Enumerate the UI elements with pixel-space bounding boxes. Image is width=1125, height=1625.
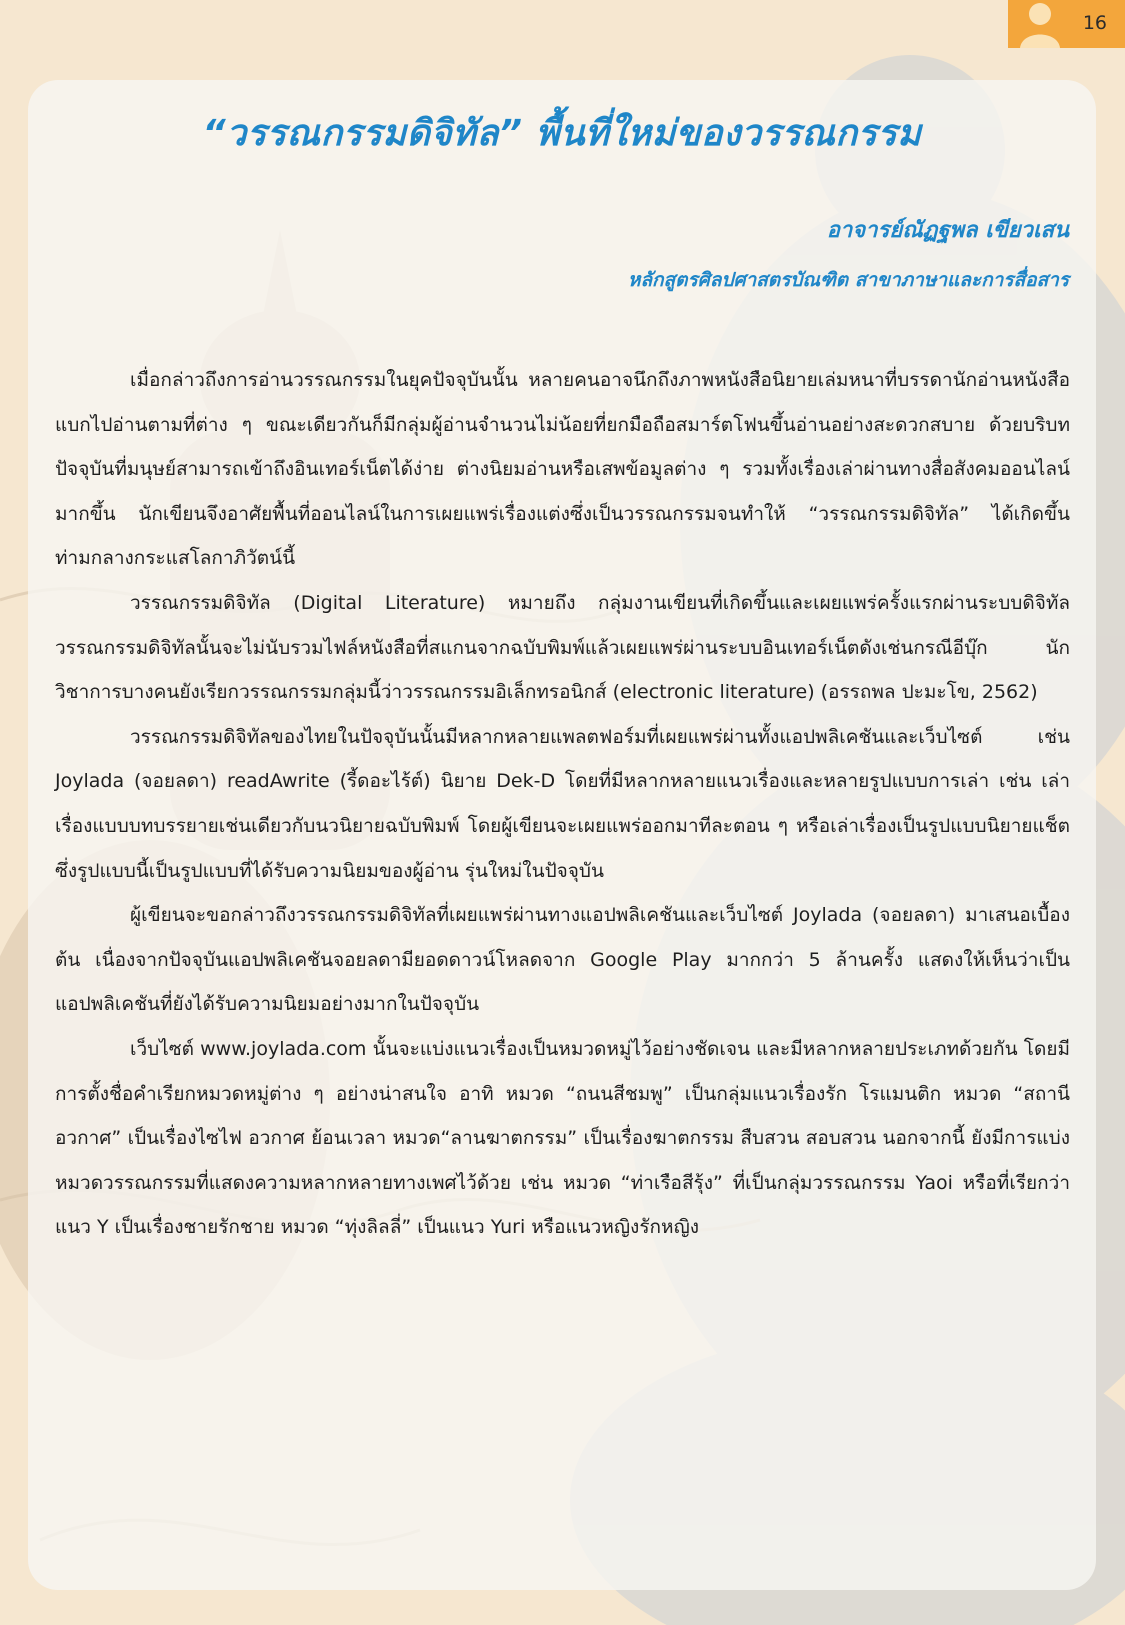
page-number-tab: [1008, 0, 1125, 48]
article-title: “วรรณกรรมดิจิทัล” พื้นที่ใหม่ของวรรณกรรม: [202, 113, 922, 154]
article-paragraph: เว็บไซต์ www.joylada.com นั้นจะแบ่งแนวเรื่องเป็นหมวดหมู่ไว้อย่างชัดเจน และมีหลากหลายประเภทด้วยกัน โดยมีการตั้งชื่อคำเรียกหมวดหมู่ต่าง ๆ อย่างน่าสนใจ อาทิ หมวด “ถนนสีชมพู” เป็นกลุ่มแนวเรื่องรัก โรแมนติก หมวด “สถานีอวกาศ” เป็นเรื่องไซไฟ อวกาศ ย้อนเวลา หมวด“ลานฆาตกรรม” เป็นเรื่องฆาตกรรม สืบสวน สอบสวน นอกจากนี้ ยังมีการแบ่งหมวดวรรณกรรมที่แสดงความหลากหลายทางเพศไว้ด้วย เช่น หมวด “ท่าเรือสีรุ้ง” ที่เป็นกลุ่มวรรณกรรม Yaoi หรือที่เรียกว่าแนว Y เป็นเรื่องชายรักชาย หมวด “ทุ่งลิลลี่” เป็นแนว Yuri หรือแนวหญิงรักหญิง: [55, 1037, 1070, 1239]
article-paragraph: เมื่อกล่าวถึงการอ่านวรรณกรรมในยุคปัจจุบันนั้น หลายคนอาจนึกถึงภาพหนังสือนิยายเล่มหนาที่บรรดานักอ่านหนังสือแบกไปอ่านตามที่ต่าง ๆ ขณะเดียวกันก็มีกลุ่มผู้อ่านจำนวนไม่น้อยที่ยกมือถือสมาร์ตโฟนขึ้นอ่านอย่างสะดวกสบาย ด้วยบริบทปัจจุบันที่มนุษย์สามารถเข้าถึงอินเทอร์เน็ตได้ง่าย ต่างนิยมอ่านหรือเสพข้อมูลต่าง ๆ รวมทั้งเรื่องเล่าผ่านทางสื่อสังคมออนไลน์มากขึ้น นักเขียนจึงอาศัยพื้นที่ออนไลน์ในการเผยแพร่เรื่องแต่งซึ่งเป็นวรรณกรรมจนทำให้ “วรรณกรรมดิจิทัล” ได้เกิดขึ้นท่ามกลางกระแสโลกาภิวัตน์นี้: [55, 369, 1070, 570]
article-author: อาจารย์ณัฏฐพล เขียวเสน: [826, 218, 1069, 243]
article-body: [55, 358, 1070, 1250]
article-paragraph: วรรณกรรมดิจิทัลของไทยในปัจจุบันนั้นมีหลากหลายแพลตฟอร์มที่เผยแพร่ผ่านทั้งแอปพลิเคชันและเว็บไซต์ เช่น Joylada (จอยลดา) readAwrite (รี้ดอะไร้ต์) นิยาย Dek-D โดยที่มีหลากหลายแนวเรื่องและหลายรูปแบบการเล่า เช่น เล่าเรื่องแบบบทบรรยายเช่นเดียวกับนวนิยายฉบับพิมพ์ โดยผู้เขียนจะเผยแพร่ออกมาทีละตอน ๆ หรือเล่าเรื่องเป็นรูปแบบนิยายแช็ตซึ่งรูปแบบนี้เป็นรูปแบบที่ได้รับความนิยมของผู้อ่าน รุ่นใหม่ในปัจจุบัน: [55, 725, 1070, 882]
article-paragraph: วรรณกรรมดิจิทัล (Digital Literature) หมายถึง กลุ่มงานเขียนที่เกิดขึ้นและเผยแพร่ครั้งแรกผ่านระบบดิจิทัล วรรณกรรมดิจิทัลนั้นจะไม่นับรวมไฟล์หนังสือที่สแกนจากฉบับพิมพ์แล้วเผยแพร่ผ่านระบบอินเทอร์เน็ตดังเช่นกรณีอีบุ๊ก นักวิชาการบางคนยังเรียกวรรณกรรมกลุ่มนี้ว่าวรรณกรรมอิเล็กทรอนิกส์ (electronic literature) (อรรถพล ปะมะโข, 2562): [55, 591, 1070, 704]
author-affiliation: หลักสูตรศิลปศาสตรบัณฑิต สาขาภาษาและการสื่อสาร: [627, 269, 1069, 291]
article-paragraph: ผู้เขียนจะขอกล่าวถึงวรรณกรรมดิจิทัลที่เผยแพร่ผ่านทางแอปพลิเคชันและเว็บไซต์ Joylada (จอยลดา) มาเสนอเบื้องต้น เนื่องจากปัจจุบันแอปพลิเคชันจอยลดามียอดดาวน์โหลดจาก Google Play มากกว่า 5 ล้านครั้ง แสดงให้เห็นว่าเป็นแอปพลิเคชันที่ยังได้รับความนิยมอย่างมากในปัจจุบัน: [55, 904, 1070, 1016]
buddha-head-icon: [1014, 0, 1066, 48]
page-number: 16: [1082, 12, 1107, 34]
